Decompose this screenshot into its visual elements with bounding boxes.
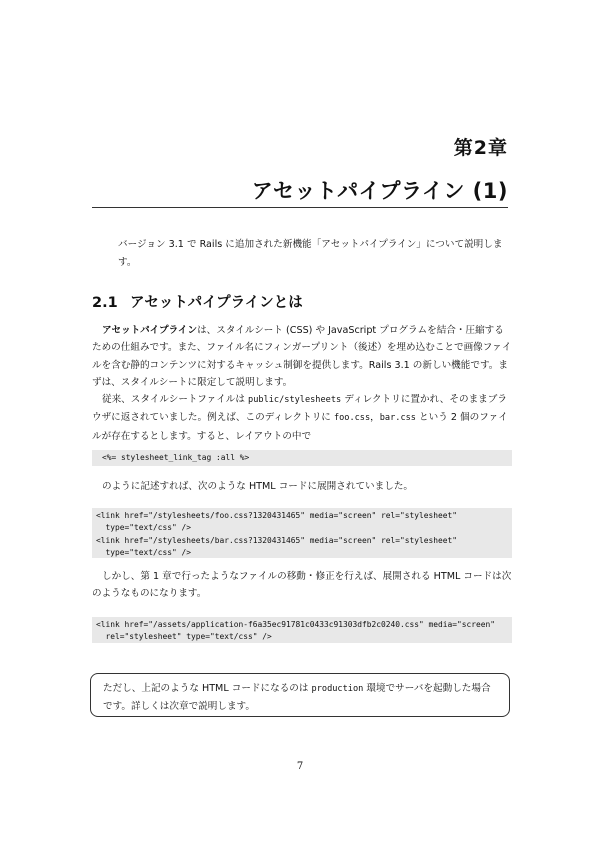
code-block-link-tag-asset: <link href="/assets/application-f6a35ec91781c0433c91303dfb2c0240.css" media="screen" rel="stylesheet" type="text/css" />	[92, 617, 512, 643]
paragraph-2	[92, 391, 512, 445]
section-heading	[92, 291, 303, 312]
paragraph-2-text-a: 従来、スタイルシートファイルは	[102, 394, 249, 405]
section-number: 2.1	[92, 295, 118, 311]
code-block-stylesheet-tag: <%= stylesheet_link_tag :all %>	[92, 450, 512, 466]
page-number: 7	[296, 761, 304, 772]
title-divider	[92, 207, 508, 208]
paragraph-1	[92, 322, 512, 392]
inline-code-production: production	[311, 684, 364, 694]
note-box	[90, 673, 510, 717]
paragraph-2-separator: ，	[370, 412, 380, 424]
paragraph-2-text-b: ディレクトリに置かれ、そのままブラウザに返されていました。例えば、このディレクトリに	[92, 394, 507, 424]
inline-code-foo-css: foo.css	[333, 413, 371, 424]
inline-code-stylesheets-dir: public/stylesheets	[248, 395, 342, 405]
chapter-title: アセットパイプライン (1)	[251, 179, 508, 203]
paragraph-1-text: は、スタイルシート (CSS) や JavaScript プログラムを結合・圧縮するための仕組みです。また、ファイル名にフィンガープリント（後述）を埋め込むことで画像ファイルを含む静的コンテンツに対するキャッシュ制御を提供します。Rails 3.1 の新しい機能です。まずは、スタイルシートに限定して説明します。	[92, 325, 512, 389]
inline-code-bar-css: bar.css	[379, 413, 416, 424]
paragraph-2-text-c: という 2 個のファイルが存在するとします。すると、レイアウトの中で	[92, 412, 508, 442]
paragraph-1-term: アセットパイプライン	[102, 325, 198, 336]
note-text-a: ただし、上記のような HTML コードになるのは	[103, 683, 312, 694]
chapter-label: 第2章	[453, 137, 508, 159]
note-text-b: 環境でサーバを起動した場合です。詳しくは次章で説明します。	[103, 683, 491, 712]
paragraph-3: のように記述すれば、次のような HTML コードに展開されていました。	[102, 481, 414, 492]
paragraph-4: しかし、第 1 章で行ったようなファイルの移動・修正を行えば、展開される HTML コードは次のようなものになります。	[92, 571, 512, 600]
section-title: アセットパイプラインとは	[130, 295, 303, 311]
chapter-intro: バージョン 3.1 で Rails に追加された新機能「アセットパイプライン」について説明します。	[118, 239, 503, 268]
code-block-link-tags-old: <link href="/stylesheets/foo.css?1320431465" media="screen" rel="stylesheet" type="text/css" /> <link href="/stylesheets/bar.css?1320431465" media="screen" rel="stylesheet" type="text/css" />	[92, 508, 512, 558]
